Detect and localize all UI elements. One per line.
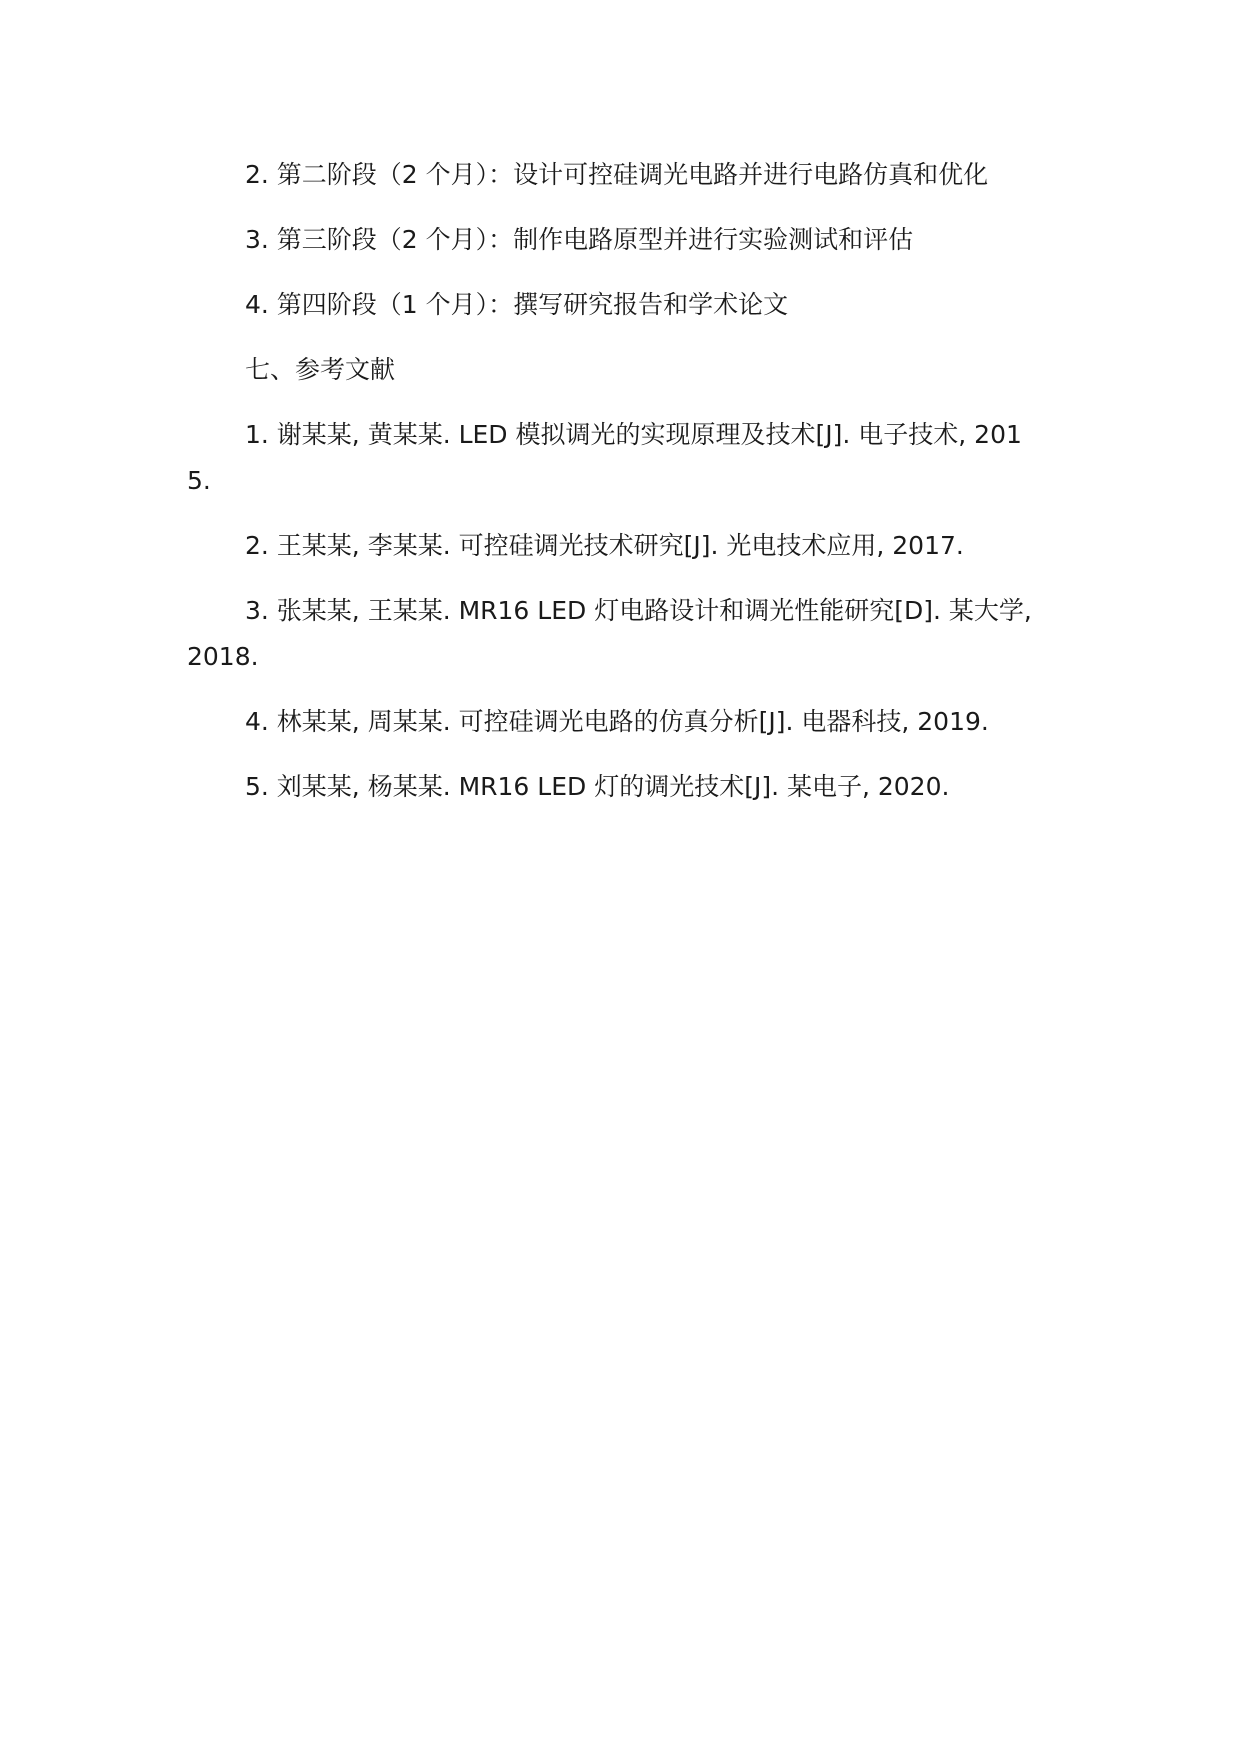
references-section: [187, 347, 1042, 810]
reference-item-5: 5. 刘某某, 杨某某. MR16 LED 灯的调光技术[J]. 某电子, 2020.: [245, 772, 950, 801]
schedule-item-3: 3. 第三阶段（2 个月）：制作电路原型并进行实验测试和评估: [245, 225, 914, 254]
schedule-item-4: 4. 第四阶段（1 个月）：撰写研究报告和学术论文: [245, 290, 789, 319]
schedule-item-2: 2. 第二阶段（2 个月）：设计可控硅调光电路并进行电路仿真和优化: [245, 160, 989, 189]
references-heading: 七、参考文献: [245, 355, 396, 384]
schedule-section: [187, 152, 1042, 328]
reference-item-4: 4. 林某某, 周某某. 可控硅调光电路的仿真分析[J]. 电器科技, 2019.: [245, 707, 989, 736]
document-body: [187, 152, 1042, 829]
reference-item-2: 2. 王某某, 李某某. 可控硅调光技术研究[J]. 光电技术应用, 2017.: [245, 531, 964, 560]
reference-item-1: 1. 谢某某, 黄某某. LED 模拟调光的实现原理及技术[J]. 电子技术, 2015.: [187, 420, 1022, 495]
reference-item-3: 3. 张某某, 王某某. MR16 LED 灯电路设计和调光性能研究[D]. 某大学, 2018.: [187, 596, 1032, 671]
